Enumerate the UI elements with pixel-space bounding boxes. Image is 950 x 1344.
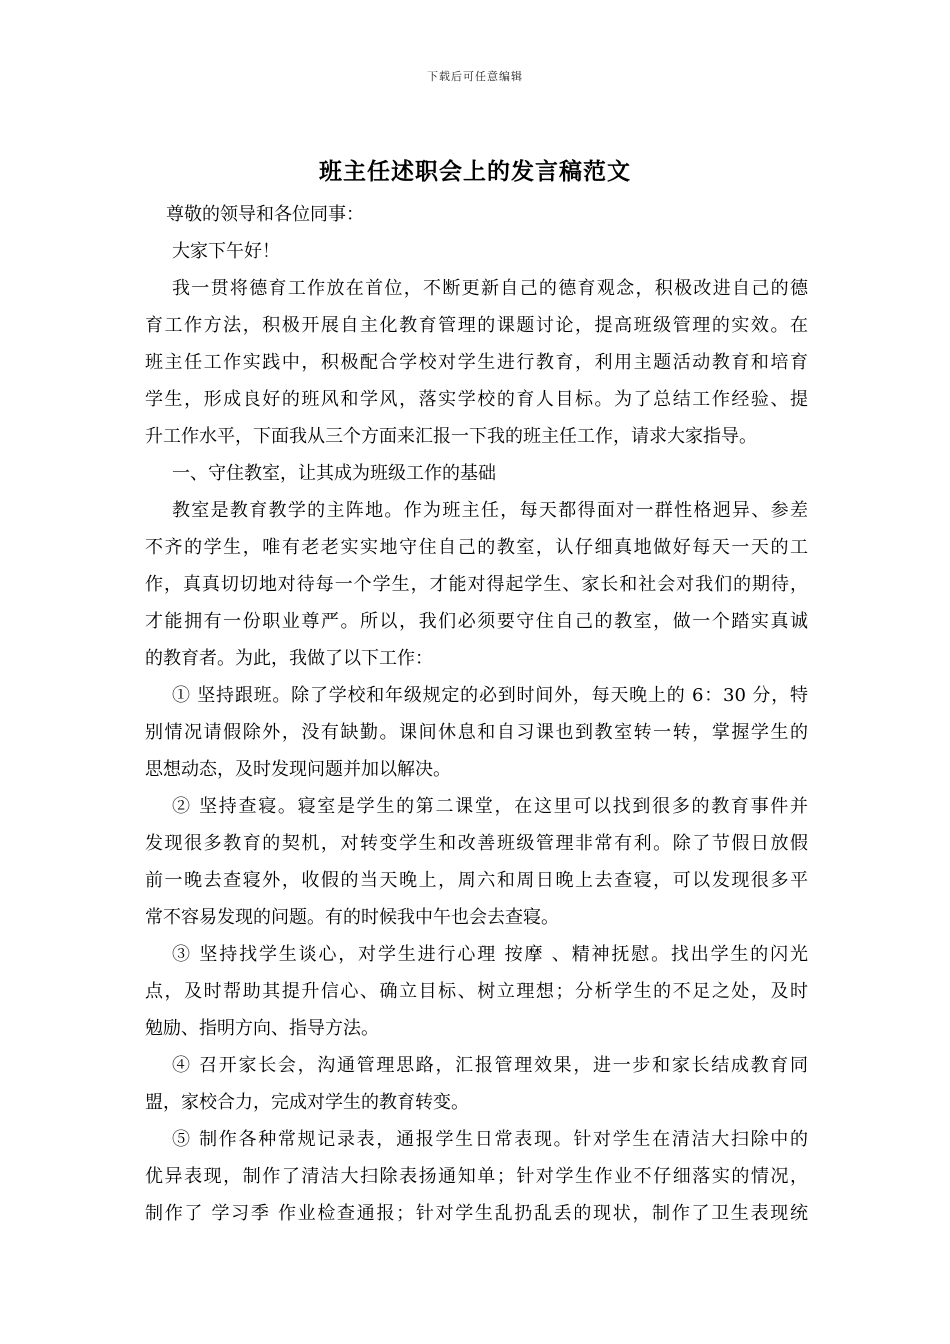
header-note: 下载后可任意编辑 xyxy=(427,70,523,83)
text-line: 才能拥有一份职业尊严。所以，我们必须要守住自己的教室，做一个踏实真诚 xyxy=(145,611,808,632)
document-title: 班主任述职会上的发言稿范文 xyxy=(319,158,631,185)
text-line: 一、守住教室，让其成为班级工作的基础 xyxy=(172,463,496,484)
text-line: ④ 召开家长会，沟通管理思路，汇报管理效果，进一步和家长结成教育同 xyxy=(172,1055,808,1076)
text-line: ② 坚持查寝。寝室是学生的第二课堂，在这里可以找到很多的教育事件并 xyxy=(172,796,808,817)
text-line: 勉励、指明方向、指导方法。 xyxy=(145,1018,379,1039)
document-body xyxy=(145,196,808,1232)
text-line: 作，真真切切地对待每一个学生，才能对得起学生、家长和社会对我们的期待， xyxy=(145,574,808,595)
text-line: 常不容易发现的问题。有的时候我中午也会去查寝。 xyxy=(145,907,559,928)
text-line: 我一贯将德育工作放在首位，不断更新自己的德育观念，积极改进自己的德 xyxy=(172,278,808,299)
text-line: 尊敬的领导和各位同事： xyxy=(166,204,364,225)
text-line: ① 坚持跟班。除了学校和年级规定的必到时间外，每天晚上的 6：30 分，特 xyxy=(172,685,808,706)
text-line: ③ 坚持找学生谈心，对学生进行心理 按摩 、精神抚慰。找出学生的闪光 xyxy=(172,944,808,965)
text-line: 前一晚去查寝外，收假的当天晚上，周六和周日晚上去查寝，可以发现很多平 xyxy=(145,870,808,891)
text-line: 制作了 学习季 作业检查通报；针对学生乱扔乱丢的现状，制作了卫生表现统 xyxy=(145,1203,808,1224)
text-line: 发现很多教育的契机，对转变学生和改善班级管理非常有利。除了节假日放假 xyxy=(145,833,808,854)
text-line: 别情况请假除外，没有缺勤。课间休息和自习课也到教室转一转，掌握学生的 xyxy=(145,722,808,743)
text-line: 点，及时帮助其提升信心、确立目标、树立理想；分析学生的不足之处，及时 xyxy=(145,981,808,1002)
text-line: 班主任工作实践中，积极配合学校对学生进行教育，利用主题活动教育和培育 xyxy=(145,352,808,373)
text-line: 教室是教育教学的主阵地。作为班主任，每天都得面对一群性格迥异、参差 xyxy=(172,500,808,521)
text-line: 优异表现，制作了清洁大扫除表扬通知单；针对学生作业不仔细落实的情况， xyxy=(145,1166,808,1187)
text-line: 盟，家校合力，完成对学生的教育转变。 xyxy=(145,1092,469,1113)
text-line: 升工作水平，下面我从三个方面来汇报一下我的班主任工作，请求大家指导。 xyxy=(145,426,757,447)
text-line: 的教育者。为此，我做了以下工作： xyxy=(145,648,433,669)
text-line: ⑤ 制作各种常规记录表，通报学生日常表现。针对学生在清洁大扫除中的 xyxy=(172,1129,808,1150)
text-line: 不齐的学生，唯有老老实实地守住自己的教室，认仔细真地做好每天一天的工 xyxy=(145,537,808,558)
text-line: 思想动态，及时发现问题并加以解决。 xyxy=(145,759,451,780)
text-line: 学生，形成良好的班风和学风，落实学校的育人目标。为了总结工作经验、提 xyxy=(145,389,808,410)
text-line: 育工作方法，积极开展自主化教育管理的课题讨论，提高班级管理的实效。在 xyxy=(145,315,808,336)
text-line: 大家下午好！ xyxy=(172,241,280,262)
